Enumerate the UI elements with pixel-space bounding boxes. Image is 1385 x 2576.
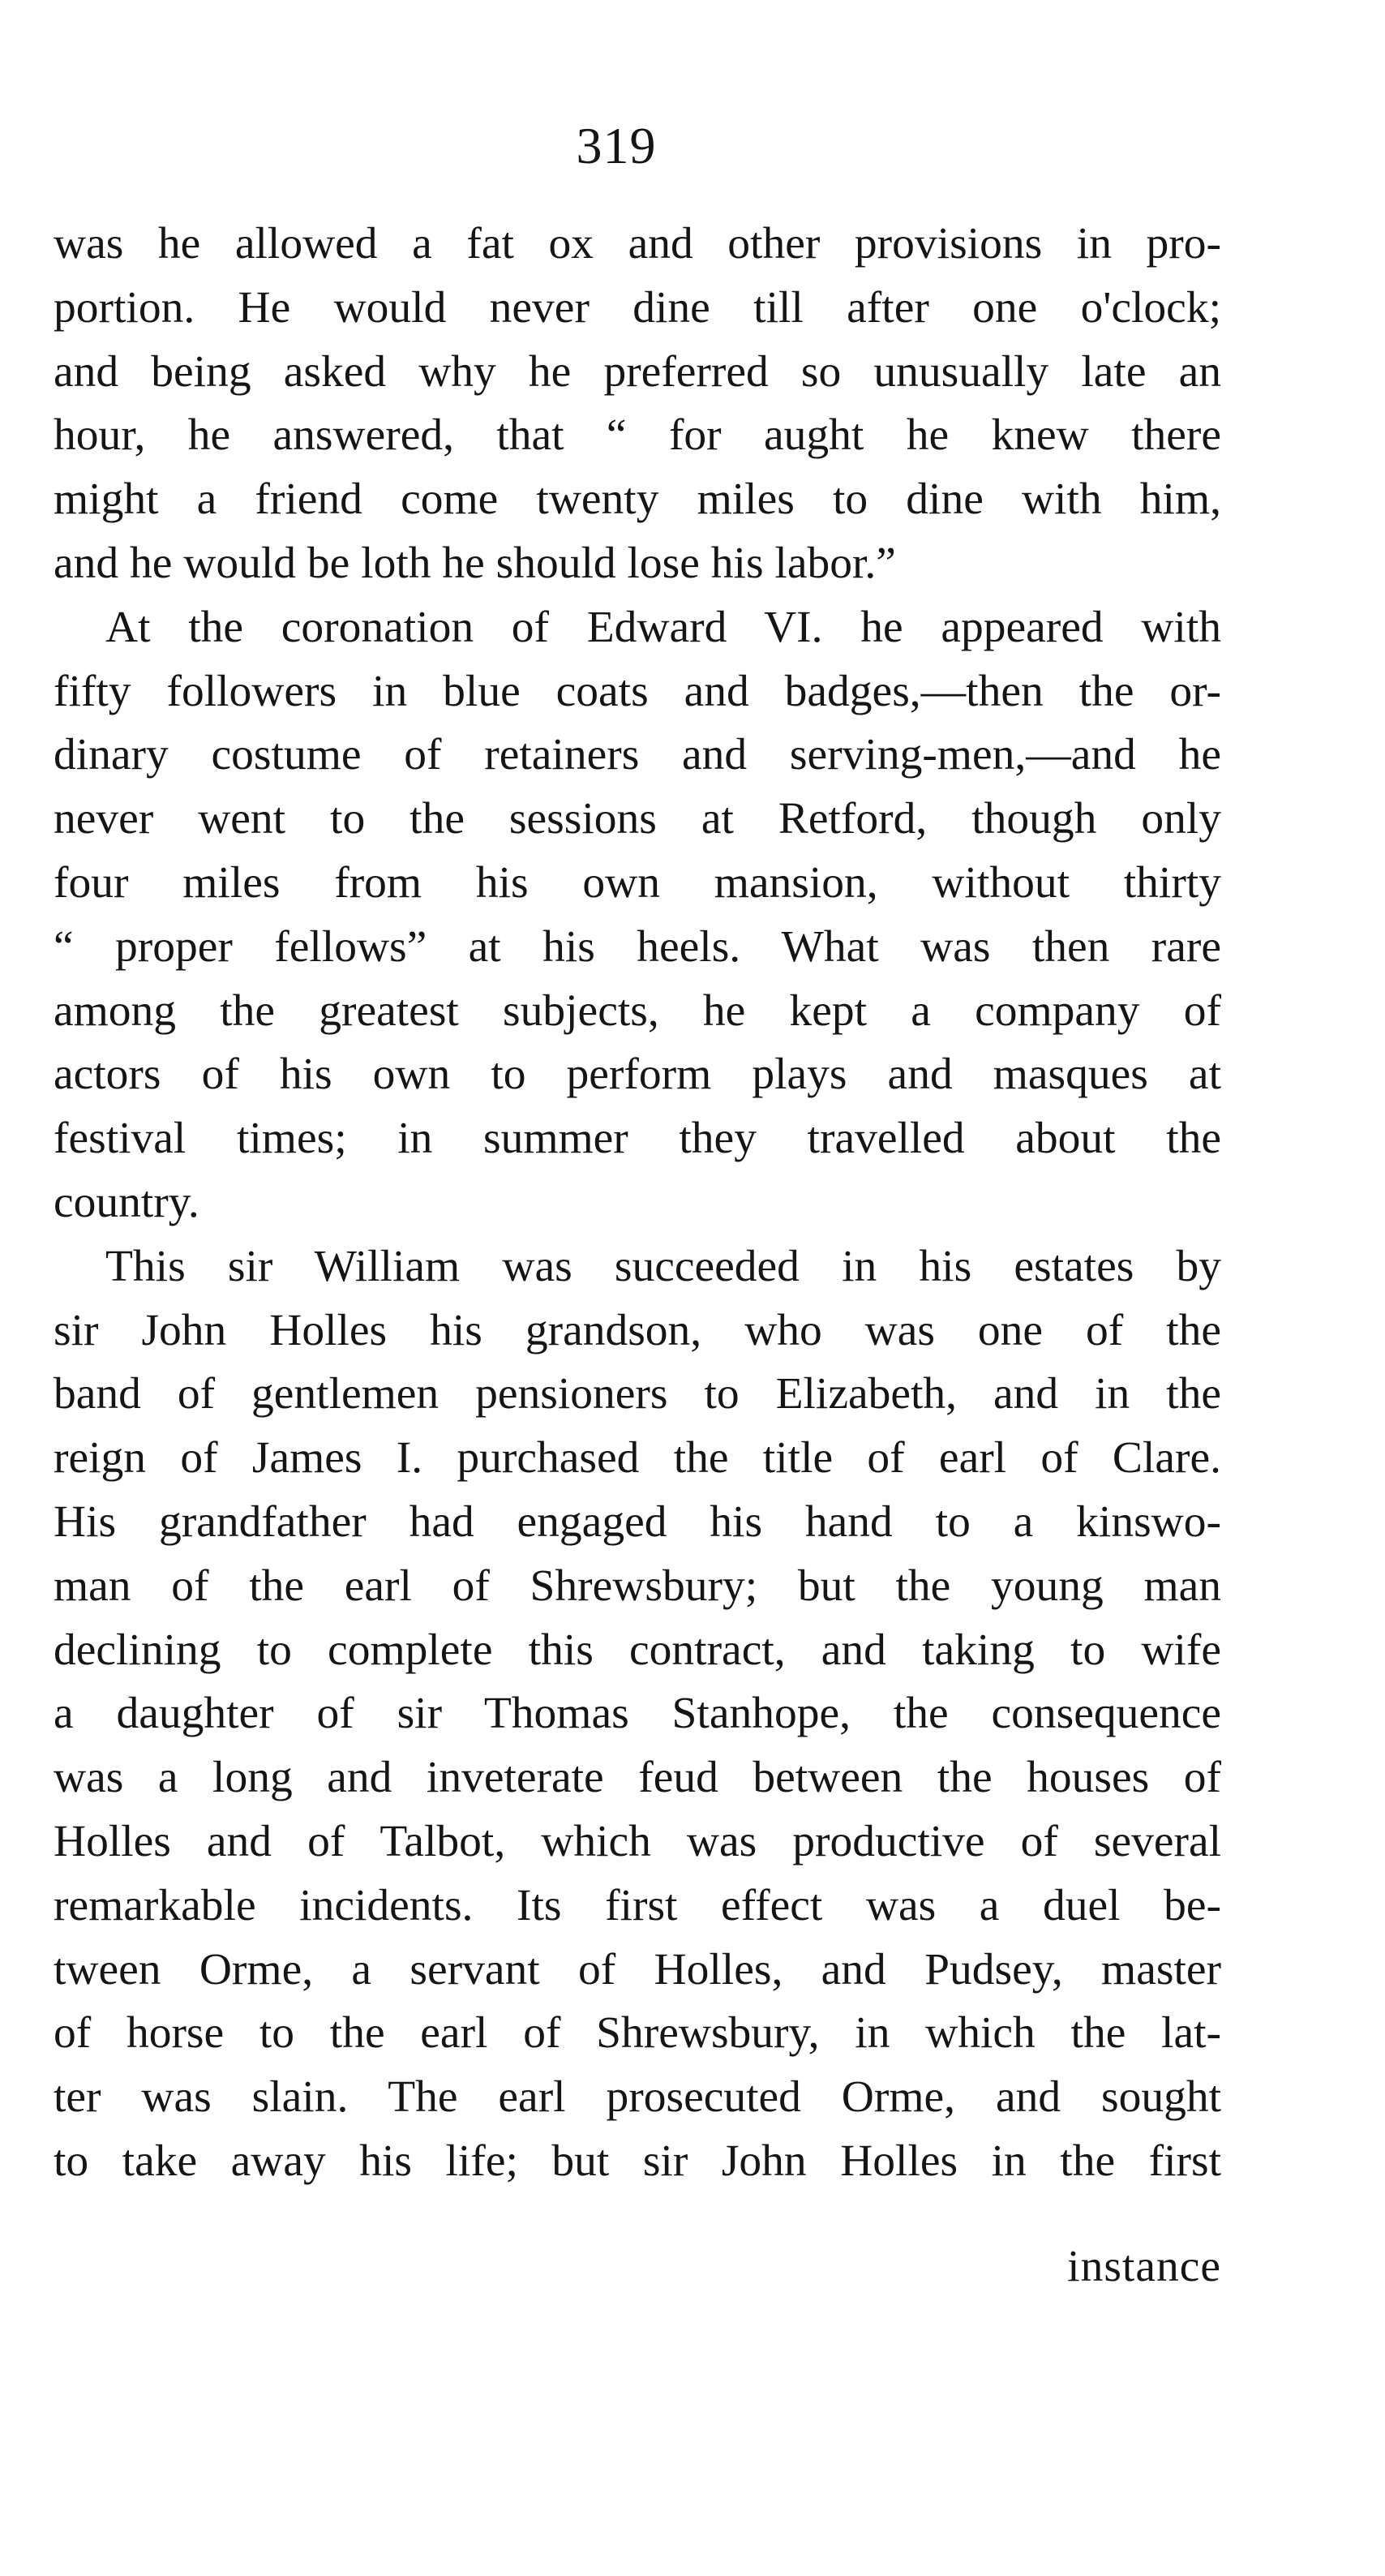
text-line: tween Orme, a servant of Holles, and Pudsey, master xyxy=(54,1944,1221,1994)
text-line: might a friend come twenty miles to dine with him, xyxy=(54,474,1221,525)
catchword: instance xyxy=(1067,2242,1221,2291)
text-line: reign of James I. purchased the title of earl of Clare. xyxy=(54,1433,1221,1483)
text-line: and being asked why he preferred so unusually late an xyxy=(54,346,1221,397)
text-line: remarkable incidents. Its first effect was a duel be- xyxy=(54,1880,1221,1930)
text-line: man of the earl of Shrewsbury; but the young man xyxy=(54,1561,1221,1611)
text-line: “ proper fellows” at his heels. What was then rare xyxy=(54,921,1221,972)
text-line: was he allowed a fat ox and other provisions in pro- xyxy=(54,219,1221,268)
page-number: 319 xyxy=(576,117,657,174)
text-line: At the coronation of Edward VI. he appeared with xyxy=(105,602,1221,652)
text-line: declining to complete this contract, and taking to wife xyxy=(54,1625,1221,1675)
text-line: fifty followers in blue coats and badges,—then the or- xyxy=(54,666,1221,716)
text-line: hour, he answered, that “ for aught he knew there xyxy=(54,410,1221,461)
text-line: sir John Holles his grandson, who was one of the xyxy=(54,1305,1221,1355)
text-line: band of gentlemen pensioners to Elizabeth, and in the xyxy=(54,1369,1221,1419)
text-line: of horse to the earl of Shrewsbury, in which the lat- xyxy=(54,2008,1221,2059)
text-line: among the greatest subjects, he kept a company of xyxy=(54,985,1221,1036)
text-line: His grandfather had engaged his hand to a kinswo- xyxy=(54,1496,1221,1547)
text-line: ter was slain. The earl prosecuted Orme, and sought xyxy=(54,2072,1221,2123)
text-line: a daughter of sir Thomas Stanhope, the consequence xyxy=(54,1689,1221,1739)
text-line: never went to the sessions at Retford, though only xyxy=(54,794,1221,844)
text-line: four miles from his own mansion, without thirty xyxy=(54,857,1221,908)
text-line: dinary costume of retainers and serving-men,—and he xyxy=(54,730,1221,780)
text-line: portion. He would never dine till after one o'clock; xyxy=(54,282,1221,333)
body-text xyxy=(54,213,1221,2194)
text-line: Holles and of Talbot, which was productive of several xyxy=(54,1816,1221,1866)
text-line: festival times; in summer they travelled about the xyxy=(54,1114,1221,1164)
text-line: actors of his own to perform plays and masques at xyxy=(54,1050,1221,1100)
text-line: country. xyxy=(54,1177,199,1227)
text-line: to take away his life; but sir John Holles in the first xyxy=(54,2136,1221,2186)
text-line: This sir William was succeeded in his estates by xyxy=(105,1241,1221,1291)
text-line: was a long and inveterate feud between the houses of xyxy=(54,1753,1221,1803)
text-line: and he would be loth he should lose his labor.” xyxy=(54,538,896,588)
